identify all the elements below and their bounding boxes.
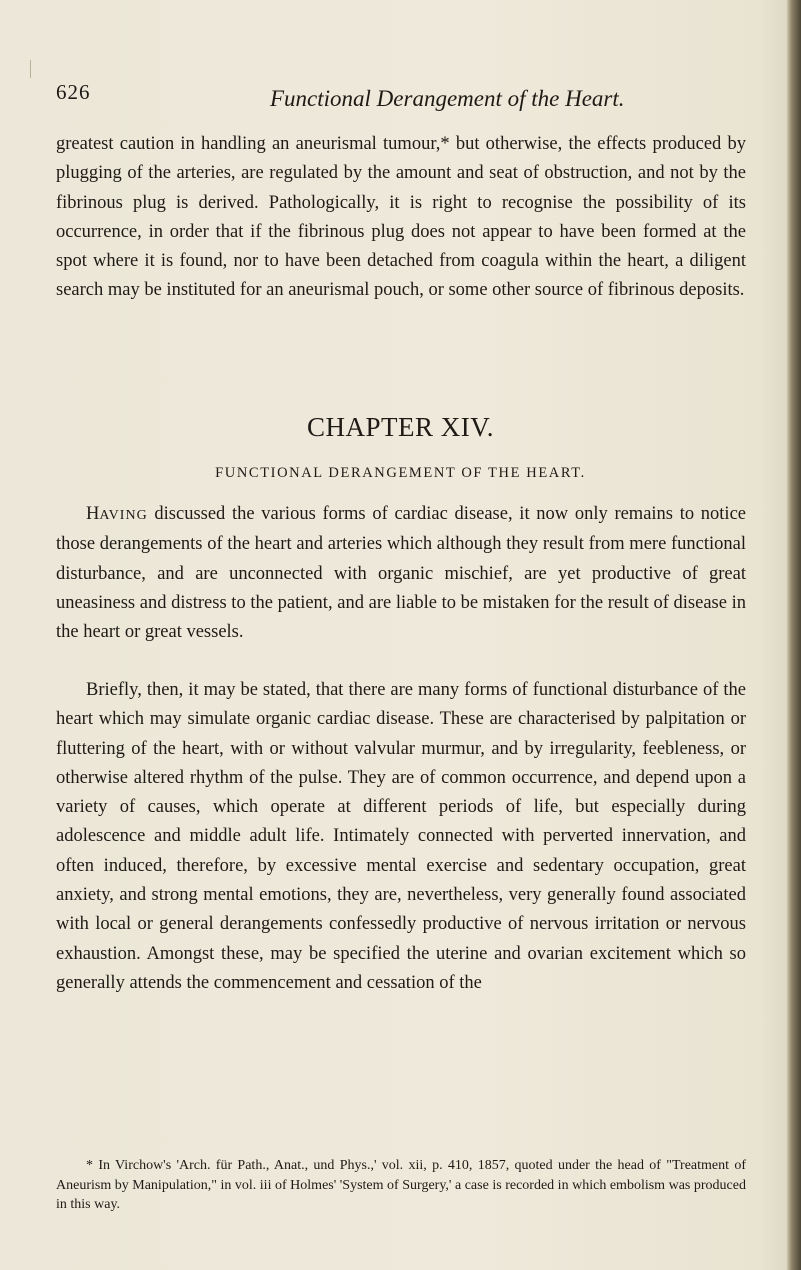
lead-small-caps: AVING [99, 508, 148, 523]
margin-mark [30, 60, 31, 78]
chapter-title: CHAPTER XIV. [306, 412, 495, 442]
running-head: Functional Derangement of the Heart. [270, 86, 625, 111]
second-paragraph: Briefly, then, it may be stated, that there are many forms of functional disturbance of the heart which may simulate organic cardiac disease. These are characterised by palpitation or fluttering of the heart, with or without valvular murmur, and by irregularity, feebleness, or otherwise altered rhythm of the pulse. They are of common occurrence, and depend upon a variety of causes, which operate at different periods of life, but especially during adolescence and middle adult life. Intimately connected with perverted innervation, and often induced, therefore, by excessive mental exercise and sedentary occupation, great anxiety, and strong mental emotions, they are, nevertheless, very generally found associated with local or general derangements confessedly productive of nervous irritation or nervous exhaustion. Amongst these, may be specified the uterine and ovarian excitement which so generally attends the commencement and cessation of the [56, 680, 746, 993]
footnote: * In Virchow's 'Arch. für Path., Anat., und Phys.,' vol. xii, p. 410, 1857, quoted under the head of "Treatment of Aneurism by Manipulation," in vol. iii of Holmes' 'System of Surgery,' a case is recorded in which embolism was produced in this way. [56, 1158, 746, 1213]
chapter-subtitle: FUNCTIONAL DERANGEMENT OF THE HEART. [215, 465, 586, 481]
continuation-paragraph: greatest caution in handling an aneurismal tumour,* but otherwise, the effects produced by plugging of the arteries, are regulated by the amount and seat of obstruction, and not by the fibrinous plug is derived. Pathologically, it is right to recognise the possibility of its occurrence, in order that if the fibrinous plug does not appear to have been formed at the spot where it is found, nor to have been detached from coagula within the heart, a diligent search may be instituted for an aneurismal pouch, or some other source of fibrinous deposits. [56, 134, 746, 301]
page-edge-shadow [787, 0, 801, 1270]
opening-paragraph-text: discussed the various forms of cardiac disease, it now only remains to notice those derangements of the heart and arteries which although they result from mere functional disturbance, and are unconnected with organic mischief, are yet productive of great uneasiness and distress to the patient, and are liable to be mistaken for the result of disease in the heart or great vessels. [56, 504, 746, 643]
lead-capital: H [86, 504, 100, 524]
opening-paragraph [56, 500, 746, 647]
page-number: 626 [56, 80, 91, 104]
